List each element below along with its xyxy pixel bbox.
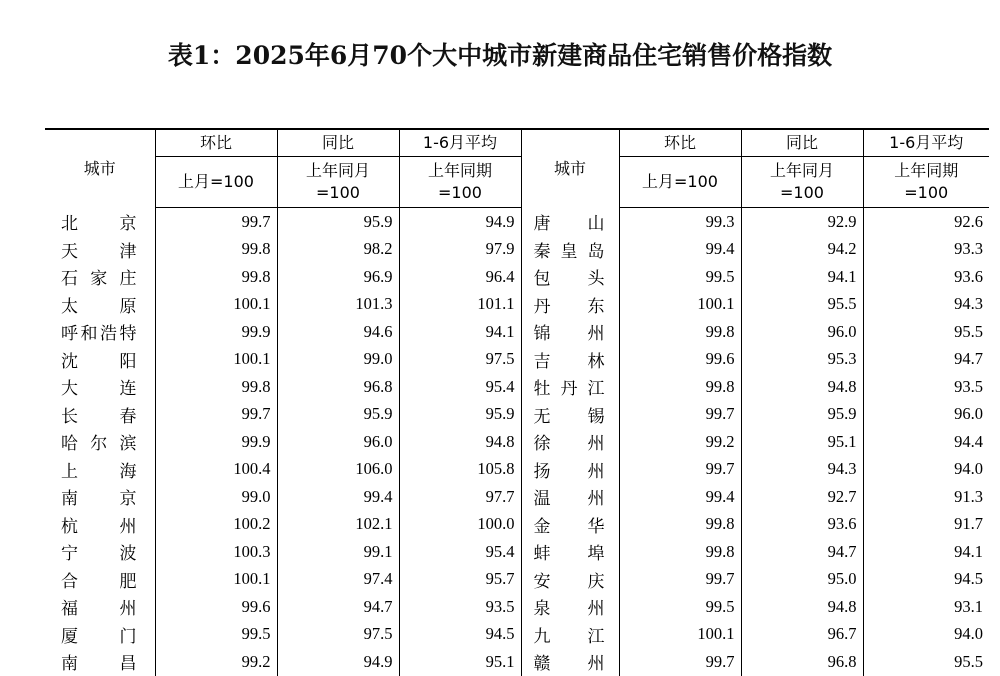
avg-value-left: 94.8 <box>485 431 515 451</box>
header-yoy-left: 同比 <box>277 129 399 157</box>
yoy-value-left: 97.4 <box>277 566 399 594</box>
yoy-value-right: 94.1 <box>741 263 863 291</box>
table-row <box>45 401 989 429</box>
table-row <box>45 511 989 539</box>
yoy-value-left: 96.8 <box>277 373 399 401</box>
city-name-right: 牡丹江 <box>521 373 619 401</box>
city-name-left: 大连 <box>45 373 155 401</box>
yoy-value-left: 99.1 <box>277 538 399 566</box>
avg-base-line1: 上年同期 <box>894 161 959 180</box>
mom-value-left: 100.1 <box>155 346 277 374</box>
header-city-right: 城市 <box>521 129 619 208</box>
yoy-value-right: 95.3 <box>741 346 863 374</box>
mom-value-right: 99.7 <box>619 401 741 429</box>
avg-value-right: 94.7 <box>954 349 983 369</box>
avg-value-left: 97.5 <box>485 349 515 369</box>
avg-value-right: 94.3 <box>954 294 983 314</box>
header-mom-base-right <box>619 157 741 208</box>
mom-base-text: 上月=100 <box>642 172 718 191</box>
city-name-left: 石家庄 <box>45 263 155 291</box>
mom-value-left: 100.4 <box>155 456 277 484</box>
avg-value-left: 94.5 <box>485 624 515 644</box>
avg-value-right: 92.6 <box>954 211 983 231</box>
mom-value-left: 100.1 <box>155 291 277 319</box>
avg-value-left: 100.0 <box>477 514 515 534</box>
header-yoy-base-right <box>741 157 863 208</box>
avg-value-left: 96.4 <box>485 266 515 286</box>
mom-value-right: 99.4 <box>619 483 741 511</box>
header-yoy-base-left <box>277 157 399 208</box>
header-avg-base-left <box>399 157 521 208</box>
yoy-value-right: 92.7 <box>741 483 863 511</box>
avg-value-right: 93.1 <box>954 596 983 616</box>
table-row <box>45 291 989 319</box>
avg-value-right: 93.3 <box>954 239 983 259</box>
yoy-value-right: 92.9 <box>741 208 863 236</box>
mom-value-right: 99.8 <box>619 511 741 539</box>
mom-value-right: 99.3 <box>619 208 741 236</box>
avg-value-right: 91.7 <box>954 514 983 534</box>
mom-value-right: 99.4 <box>619 236 741 264</box>
yoy-value-right: 93.6 <box>741 511 863 539</box>
table-body <box>45 208 989 676</box>
city-name-left: 北京 <box>45 208 155 236</box>
yoy-value-left: 95.9 <box>277 208 399 236</box>
avg-value-left: 97.9 <box>485 239 515 259</box>
city-name-left: 哈尔滨 <box>45 428 155 456</box>
yoy-value-left: 106.0 <box>277 456 399 484</box>
avg-base-line1: 上年同期 <box>427 161 492 180</box>
yoy-value-left: 99.0 <box>277 346 399 374</box>
yoy-base-line2: =100 <box>780 183 824 202</box>
table-row <box>45 621 989 649</box>
avg-value-left: 101.1 <box>477 294 515 314</box>
yoy-value-right: 94.8 <box>741 373 863 401</box>
header-row-1 <box>45 129 989 157</box>
mom-value-right: 99.8 <box>619 373 741 401</box>
mom-value-right: 99.7 <box>619 648 741 676</box>
mom-value-left: 99.9 <box>155 428 277 456</box>
avg-value-left: 95.9 <box>485 404 515 424</box>
table-title: 表1：2025年6月70个大中城市新建商品住宅销售价格指数 <box>167 41 833 70</box>
mom-value-right: 100.1 <box>619 291 741 319</box>
city-name-left: 厦门 <box>45 621 155 649</box>
city-name-right: 扬州 <box>521 456 619 484</box>
mom-value-right: 99.5 <box>619 593 741 621</box>
mom-value-right: 99.7 <box>619 566 741 594</box>
mom-value-right: 99.5 <box>619 263 741 291</box>
mom-value-left: 99.8 <box>155 373 277 401</box>
yoy-value-left: 96.0 <box>277 428 399 456</box>
yoy-value-right: 94.3 <box>741 456 863 484</box>
mom-value-right: 99.2 <box>619 428 741 456</box>
avg-value-right: 95.5 <box>954 651 983 671</box>
avg-value-left: 105.8 <box>477 459 515 479</box>
mom-value-left: 99.0 <box>155 483 277 511</box>
avg-value-right: 94.0 <box>954 459 983 479</box>
header-mom-right: 环比 <box>619 129 741 157</box>
yoy-value-right: 95.5 <box>741 291 863 319</box>
yoy-value-right: 94.7 <box>741 538 863 566</box>
price-index-table <box>45 128 989 676</box>
yoy-value-right: 95.1 <box>741 428 863 456</box>
city-name-right: 秦皇岛 <box>521 236 619 264</box>
city-name-right: 包头 <box>521 263 619 291</box>
yoy-value-right: 96.0 <box>741 318 863 346</box>
table-row <box>45 263 989 291</box>
avg-value-right: 93.5 <box>954 376 983 396</box>
mom-value-left: 99.2 <box>155 648 277 676</box>
avg-value-left: 95.7 <box>485 569 515 589</box>
city-name-right: 无锡 <box>521 401 619 429</box>
mom-base-text: 上月=100 <box>178 172 254 191</box>
header-city-left: 城市 <box>45 129 155 208</box>
mom-value-right: 100.1 <box>619 621 741 649</box>
yoy-value-right: 96.7 <box>741 621 863 649</box>
city-name-right: 安庆 <box>521 566 619 594</box>
header-yoy-right: 同比 <box>741 129 863 157</box>
mom-value-left: 99.7 <box>155 401 277 429</box>
avg-value-left: 93.5 <box>485 596 515 616</box>
table-row <box>45 373 989 401</box>
city-name-left: 福州 <box>45 593 155 621</box>
avg-value-right: 94.5 <box>954 569 983 589</box>
avg-value-right: 94.0 <box>954 624 983 644</box>
header-mom-base-left <box>155 157 277 208</box>
yoy-value-left: 94.7 <box>277 593 399 621</box>
yoy-value-left: 94.6 <box>277 318 399 346</box>
city-name-right: 吉林 <box>521 346 619 374</box>
avg-base-line2: =100 <box>904 183 949 202</box>
mom-value-left: 99.8 <box>155 263 277 291</box>
yoy-value-right: 95.0 <box>741 566 863 594</box>
yoy-value-left: 99.4 <box>277 483 399 511</box>
avg-value-right: 91.3 <box>954 486 983 506</box>
yoy-value-left: 101.3 <box>277 291 399 319</box>
city-name-right: 温州 <box>521 483 619 511</box>
table-row <box>45 428 989 456</box>
avg-value-right: 95.5 <box>954 321 983 341</box>
avg-value-right: 96.0 <box>954 404 983 424</box>
table-row <box>45 456 989 484</box>
header-avg-left: 1-6月平均 <box>399 129 521 157</box>
header-mom-left: 环比 <box>155 129 277 157</box>
yoy-value-left: 95.9 <box>277 401 399 429</box>
mom-value-right: 99.8 <box>619 538 741 566</box>
city-name-left: 上海 <box>45 456 155 484</box>
city-name-left: 合肥 <box>45 566 155 594</box>
yoy-value-right: 95.9 <box>741 401 863 429</box>
city-name-right: 丹东 <box>521 291 619 319</box>
mom-value-left: 100.3 <box>155 538 277 566</box>
city-name-right: 金华 <box>521 511 619 539</box>
city-name-left: 杭州 <box>45 511 155 539</box>
city-name-right: 徐州 <box>521 428 619 456</box>
city-name-left: 呼和浩特 <box>45 318 155 346</box>
avg-value-left: 95.1 <box>485 651 515 671</box>
city-name-left: 宁波 <box>45 538 155 566</box>
table-row <box>45 538 989 566</box>
avg-value-left: 95.4 <box>485 541 515 561</box>
city-name-left: 沈阳 <box>45 346 155 374</box>
table-row <box>45 648 989 676</box>
city-name-right: 泉州 <box>521 593 619 621</box>
mom-value-left: 99.7 <box>155 208 277 236</box>
yoy-base-line2: =100 <box>316 183 360 202</box>
avg-value-left: 94.1 <box>485 321 515 341</box>
city-name-right: 蚌埠 <box>521 538 619 566</box>
yoy-value-left: 94.9 <box>277 648 399 676</box>
table-row <box>45 346 989 374</box>
mom-value-left: 99.5 <box>155 621 277 649</box>
city-name-left: 天津 <box>45 236 155 264</box>
header-avg-base-right <box>863 157 989 208</box>
table-row <box>45 483 989 511</box>
mom-value-right: 99.6 <box>619 346 741 374</box>
yoy-value-left: 102.1 <box>277 511 399 539</box>
mom-value-right: 99.7 <box>619 456 741 484</box>
city-name-left: 南京 <box>45 483 155 511</box>
mom-value-left: 99.9 <box>155 318 277 346</box>
yoy-value-right: 94.8 <box>741 593 863 621</box>
city-name-right: 赣州 <box>521 648 619 676</box>
avg-value-right: 94.1 <box>954 541 983 561</box>
city-name-left: 长春 <box>45 401 155 429</box>
table-row <box>45 208 989 236</box>
mom-value-left: 99.6 <box>155 593 277 621</box>
yoy-value-left: 97.5 <box>277 621 399 649</box>
avg-value-left: 95.4 <box>485 376 515 396</box>
table-row <box>45 593 989 621</box>
city-name-left: 南昌 <box>45 648 155 676</box>
table-row <box>45 236 989 264</box>
mom-value-left: 100.1 <box>155 566 277 594</box>
city-name-right: 锦州 <box>521 318 619 346</box>
avg-value-right: 93.6 <box>954 266 983 286</box>
city-name-right: 唐山 <box>521 208 619 236</box>
table-row <box>45 318 989 346</box>
table-row <box>45 566 989 594</box>
mom-value-left: 100.2 <box>155 511 277 539</box>
mom-value-right: 99.8 <box>619 318 741 346</box>
yoy-base-line1: 上年同月 <box>769 161 834 180</box>
city-name-right: 九江 <box>521 621 619 649</box>
avg-value-right: 94.4 <box>954 431 983 451</box>
yoy-base-line1: 上年同月 <box>305 161 370 180</box>
avg-base-line2: =100 <box>438 183 482 202</box>
city-name-left: 太原 <box>45 291 155 319</box>
avg-value-left: 94.9 <box>485 211 515 231</box>
header-row-2 <box>45 157 989 208</box>
mom-value-left: 99.8 <box>155 236 277 264</box>
yoy-value-right: 94.2 <box>741 236 863 264</box>
header-avg-right: 1-6月平均 <box>863 129 989 157</box>
yoy-value-left: 98.2 <box>277 236 399 264</box>
avg-value-left: 97.7 <box>485 486 515 506</box>
yoy-value-left: 96.9 <box>277 263 399 291</box>
yoy-value-right: 96.8 <box>741 648 863 676</box>
